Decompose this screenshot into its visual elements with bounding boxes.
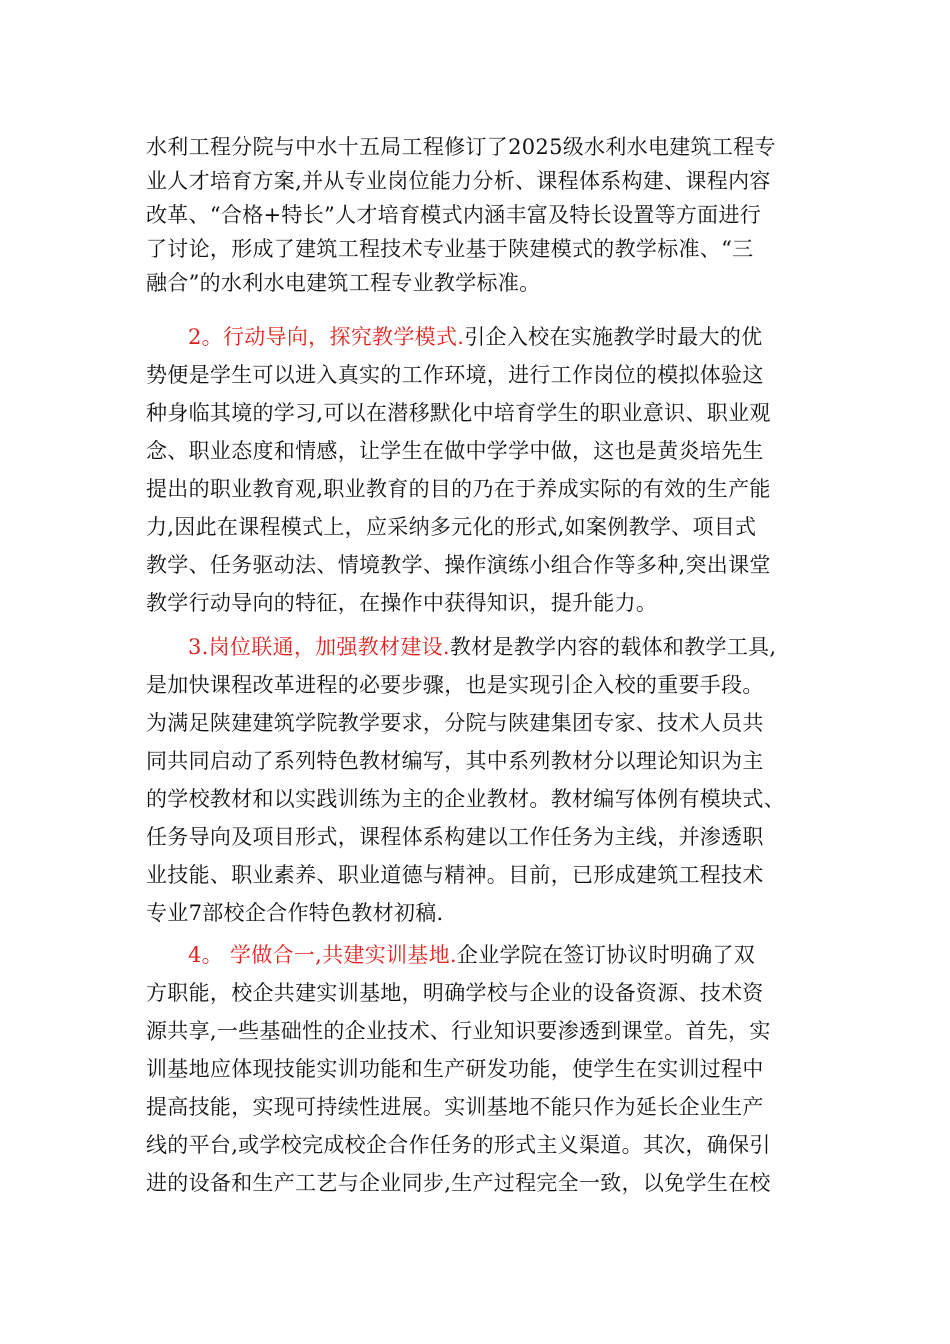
section-4-heading: 4。 学做合一,共建实训基地. (188, 943, 457, 967)
text-line: 种身临其境的学习,可以在潜移默化中培育学生的职业意识、职业观 (146, 401, 771, 425)
text-line: 教学、任务驱动法、情境教学、操作演练小组合作等多种,突出课堂 (146, 553, 771, 577)
text-line: 专业7部校企合作特色教材初稿. (146, 901, 444, 925)
section-3-first-line: 3.岗位联通，加强教材建设.教材是教学内容的载体和教学工具, (188, 635, 777, 659)
text-line: 是加快课程改革进程的必要步骤，也是实现引企入校的重要手段。 (146, 673, 764, 697)
text-line: 方职能，校企共建实训基地，明确学校与企业的设备资源、技术资 (146, 981, 764, 1005)
text-line: 训基地应体现技能实训功能和生产研发功能，使学生在实训过程中 (146, 1057, 764, 1081)
text-line: 任务导向及项目形式，课程体系构建以工作任务为主线，并渗透职 (146, 825, 764, 849)
text-line: 改革、“合格+特长”人才培育模式内涵丰富及特长设置等方面进行 (146, 203, 762, 227)
text-line: 的学校教材和以实践训练为主的企业教材。教材编写体例有模块式、 (146, 787, 785, 811)
text-line: 势便是学生可以进入真实的工作环境，进行工作岗位的模拟体验这 (146, 363, 764, 387)
section-4-first-line: 4。 学做合一,共建实训基地.企业学院在签订协议时明确了双 (188, 943, 756, 967)
text-line: 源共享,一些基础性的企业技术、行业知识要渗透到课堂。首先，实 (146, 1019, 771, 1043)
section-3-heading: 3.岗位联通，加强教材建设. (188, 635, 450, 659)
text-line: 业技能、职业素养、职业道德与精神。目前，已形成建筑工程技术 (146, 863, 764, 887)
text-line: 力,因此在课程模式上，应采纳多元化的形式,如案例教学、项目式 (146, 515, 757, 539)
text-line: 为满足陕建建筑学院教学要求，分院与陕建集团专家、技术人员共 (146, 711, 764, 735)
text-line: 进的设备和生产工艺与企业同步,生产过程完全一致，以免学生在校 (146, 1171, 771, 1195)
text-line: 念、职业态度和情感，让学生在做中学学中做，这也是黄炎培先生 (146, 439, 764, 463)
text-line: 水利工程分院与中水十五局工程修订了2025级水利水电建筑工程专 (146, 135, 776, 159)
text-line: 了讨论，形成了建筑工程技术专业基于陕建模式的教学标准、“三 (146, 237, 754, 261)
text-line: 业人才培育方案,并从专业岗位能力分析、课程体系构建、课程内容 (146, 169, 771, 193)
text-line: 线的平台,或学校完成校企合作任务的形式主义渠道。其次，确保引 (146, 1133, 771, 1157)
text-line: 教学行动导向的特征，在操作中获得知识，提升能力。 (146, 591, 658, 615)
section-2-first-line: 2。行动导向，探究教学模式.引企入校在实施教学时最大的优 (188, 325, 763, 349)
section-2-heading: 2。行动导向，探究教学模式. (188, 325, 465, 349)
text-line: 融合”的水利水电建筑工程专业教学标准。 (146, 271, 541, 295)
text-line: 同共同启动了系列特色教材编写，其中系列教材分以理论知识为主 (146, 749, 764, 773)
text-line: 提高技能，实现可持续性进展。实训基地不能只作为延长企业生产 (146, 1095, 764, 1119)
text-line: 提出的职业教育观,职业教育的目的乃在于养成实际的有效的生产能 (146, 477, 771, 501)
